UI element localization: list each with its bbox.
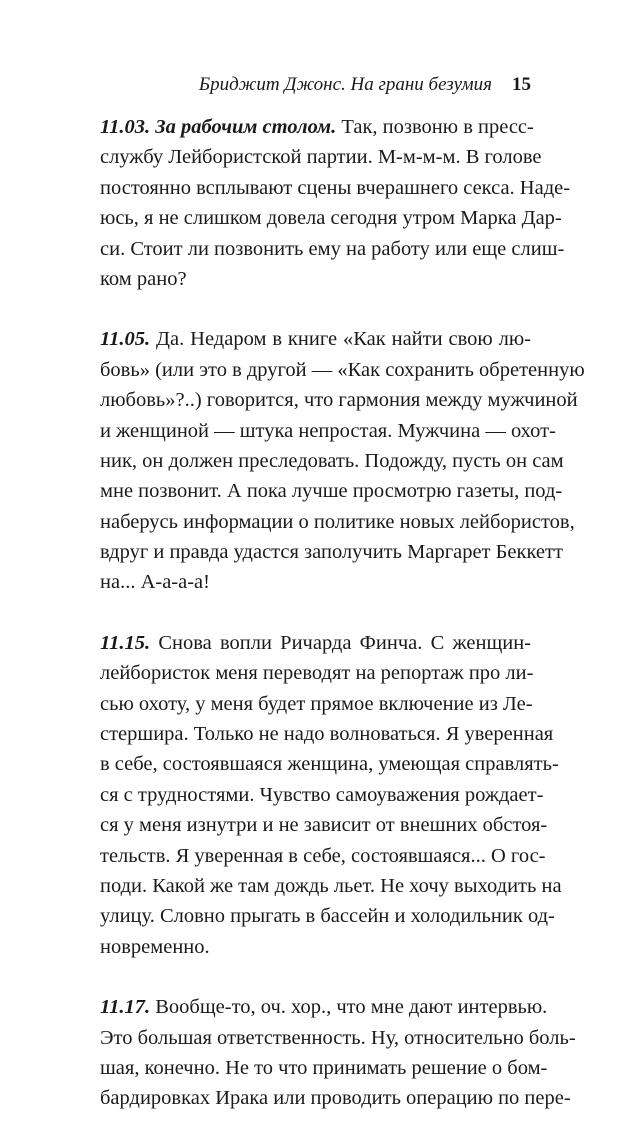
- entry-line: [100, 992, 548, 1022]
- entry-line: [100, 628, 531, 658]
- running-head: [100, 70, 531, 100]
- entry-line: ся у меня изнутри и не зависит от внешних обстоя-: [100, 814, 548, 837]
- entry-timestamp: 11.03. За рабочим столом.: [100, 116, 337, 138]
- entry-line: ком рано?: [100, 267, 187, 290]
- entry-timestamp: 11.05.: [100, 328, 151, 351]
- entry-line: новременно.: [100, 935, 210, 958]
- entry-line: си. Стоит ли позвонить ему на работу или еще слиш-: [100, 237, 565, 260]
- diary-entry: [100, 324, 585, 598]
- entry-line: в себе, состоявшаяся женщина, умеющая справлять-: [100, 753, 559, 776]
- entry-line: лейбористок меня переводят на репортаж про ли-: [100, 662, 534, 685]
- entry-line: сью охоту, у меня будет прямое включение из Ле-: [100, 692, 533, 715]
- entry-line: наберусь информации о политике новых лейбористов,: [100, 510, 575, 533]
- entry-line: на... А-а-а-а!: [100, 571, 210, 594]
- entry-line: ся с трудностями. Чувство самоуважения рождает-: [100, 783, 544, 806]
- entry-line: [100, 324, 531, 354]
- entry-line: юсь, я не слишком довела сегодня утром Марка Дар-: [100, 207, 562, 230]
- entry-line: шая, конечно. Не то что принимать решение о бом-: [100, 1056, 548, 1079]
- book-page: [100, 70, 585, 1144]
- diary-entry: [100, 112, 571, 294]
- entry-timestamp: 11.17.: [100, 996, 151, 1019]
- entry-timestamp: 11.15.: [100, 631, 151, 654]
- entry-text: Вообще-то, оч. хор., что мне дают интервью.: [150, 996, 548, 1019]
- entry-text: Снова вопли Ричарда Финча. С женщин-: [150, 631, 531, 654]
- entry-line: улицу. Словно прыгать в бассейн и холодильник од-: [100, 905, 555, 928]
- entry-line: мне позвонит. А пока лучше просмотрю газеты, под-: [100, 480, 563, 503]
- entry-line: и женщиной — штука непростая. Мужчина — охот-: [100, 419, 556, 442]
- entry-line: [100, 112, 534, 142]
- entry-line: стершира. Только не надо волноваться. Я уверенная: [100, 723, 554, 746]
- entry-line: постоянно всплывают сцены вчерашнего секса. Наде-: [100, 176, 571, 199]
- diary-entry: [100, 992, 576, 1114]
- entry-line: тельств. Я уверенная в себе, состоявшаяся... О гос-: [100, 844, 546, 867]
- entry-line: бардировках Ирака или проводить операцию по пере-: [100, 1087, 571, 1110]
- entry-text: Так, позвоню в пресс-: [336, 116, 534, 138]
- entry-line: бовь» (или это в другой — «Как сохранить обретенную: [100, 358, 585, 381]
- entry-line: Это большая ответственность. Ну, относительно боль-: [100, 1026, 576, 1049]
- entry-line: любовь»?..) говорится, что гармония между мужчиной: [100, 389, 578, 412]
- running-title: Бриджит Джонс. На грани безумия: [198, 74, 492, 95]
- entry-line: поди. Какой же там дождь льет. Не хочу выходить на: [100, 874, 562, 897]
- entry-line: ник, он должен преследовать. Подожду, пусть он сам: [100, 449, 564, 472]
- diary-entry: [100, 628, 562, 962]
- page-number: 15: [512, 74, 531, 95]
- entry-line: вдруг и правда удастся заполучить Маргарет Беккетт: [100, 541, 563, 564]
- entry-text: Да. Недаром в книге «Как найти свою лю-: [150, 328, 531, 351]
- entry-line: службу Лейбористской партии. М-м-м-м. В голове: [100, 146, 542, 169]
